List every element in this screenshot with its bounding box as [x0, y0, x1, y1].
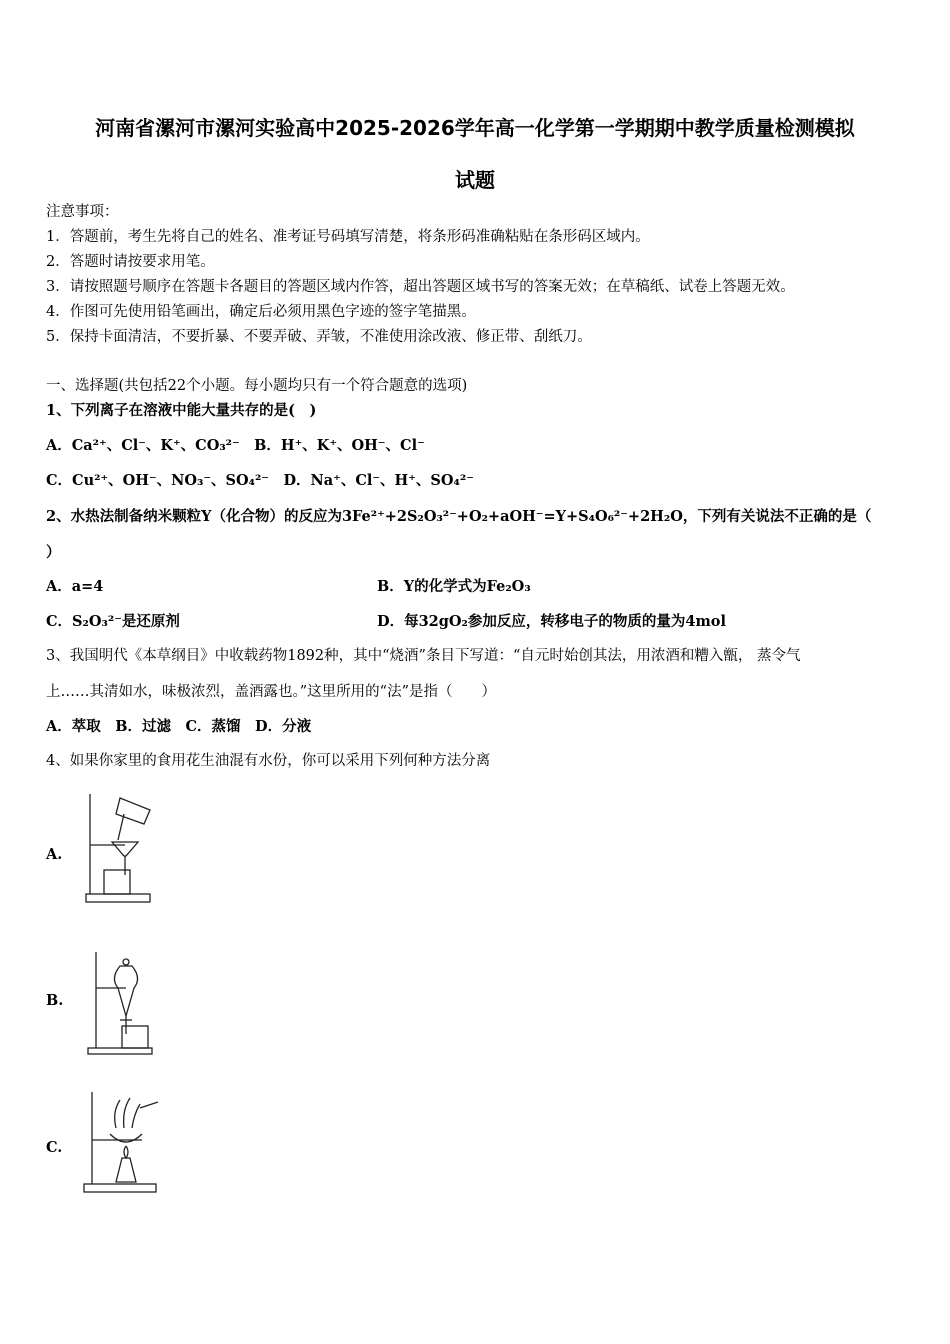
separatory-funnel-image	[80, 948, 160, 1058]
q2-option-d: D．每32gO₂参加反应，转移电子的物质的量为4mol	[377, 613, 726, 630]
evaporation-apparatus-image	[80, 1088, 162, 1194]
notice-item: 1．答题前，考生先将自己的姓名、准考证号码填写清楚，将条形码准确粘贴在条形码区域内。	[46, 229, 650, 245]
q1-options-cd: C．Cu²⁺、OH⁻、NO₃⁻、SO₄²⁻ D．Na⁺、Cl⁻、H⁺、SO₄²⁻	[46, 472, 474, 489]
notice-item: 4．作图可先使用铅笔画出，确定后必须用黑色字迹的签字笔描黑。	[46, 304, 476, 320]
q2-option-a: A．a=4	[46, 578, 104, 595]
q2-option-c: C．S₂O₃²⁻是还原剂	[46, 613, 180, 630]
q3-stem-cont: 上……其清如水，味极浓烈，盖酒露也。”这里所用的“法”是指（ ）	[46, 684, 496, 700]
q2-stem-end: ）	[46, 544, 61, 561]
notice-heading: 注意事项：	[46, 204, 119, 220]
filtration-apparatus-image	[80, 790, 160, 905]
q1-stem: 1、下列离子在溶液中能大量共存的是( )	[46, 402, 317, 419]
q3-options: A．萃取 B．过滤 C．蒸馏 D．分液	[46, 718, 312, 735]
page-title-line2: 试题	[455, 168, 495, 192]
q3-stem: 3、我国明代《本草纲目》中收载药物1892种，其中“烧酒”条目下写道：“自元时始创其法，用浓酒和糟入甑， 蒸令气	[46, 648, 801, 664]
page-title-line1: 河南省漯河市漯河实验高中2025-2026学年高一化学第一学期期中教学质量检测模拟	[95, 116, 855, 140]
q4-option-b-label: B.	[46, 992, 64, 1009]
q4-option-c-label: C.	[46, 1139, 63, 1156]
q4-option-a-label: A.	[46, 846, 63, 863]
section-heading: 一、选择题(共包括22个小题。每小题均只有一个符合题意的选项)	[46, 378, 468, 394]
q2-option-b: B．Y的化学式为Fe₂O₃	[377, 578, 531, 595]
q2-stem: 2、水热法制备纳米颗粒Y（化合物）的反应为3Fe²⁺+2S₂O₃²⁻+O₂+aOH⁻=Y+S₄O₆²⁻+2H₂O，下列有关说法不正确的是（	[46, 508, 872, 525]
q1-options-ab: A．Ca²⁺、Cl⁻、K⁺、CO₃²⁻ B．H⁺、K⁺、OH⁻、Cl⁻	[46, 437, 425, 454]
q4-stem: 4、如果你家里的食用花生油混有水份，你可以采用下列何种方法分离	[46, 753, 491, 769]
notice-item: 5．保持卡面清洁，不要折暴、不要弄破、弄皱，不准使用涂改液、修正带、刮纸刀。	[46, 329, 592, 345]
notice-item: 2．答题时请按要求用笔。	[46, 254, 215, 270]
notice-item: 3．请按照题号顺序在答题卡各题目的答题区域内作答，超出答题区域书写的答案无效；在草稿纸、试卷上答题无效。	[46, 279, 795, 295]
